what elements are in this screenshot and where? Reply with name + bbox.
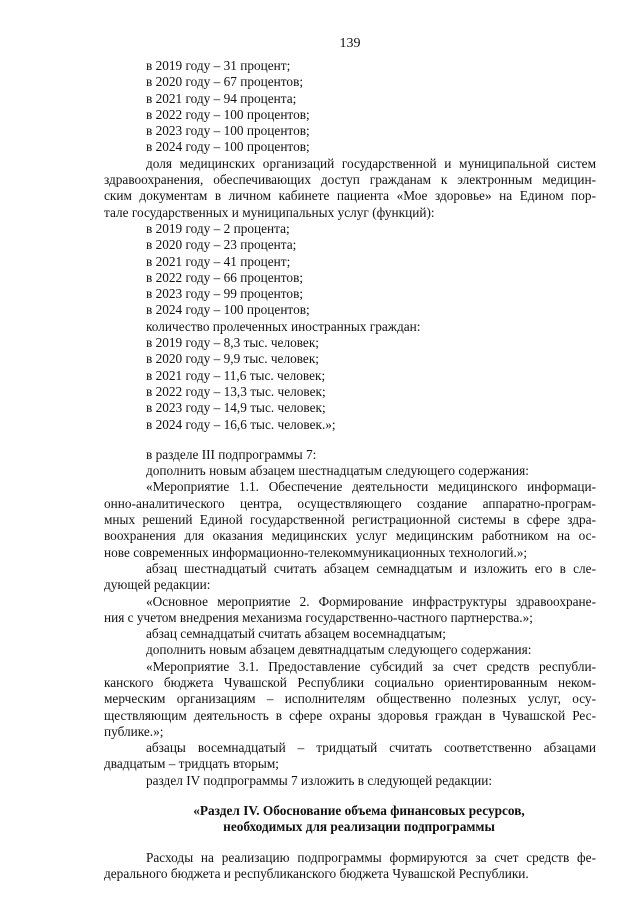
text-line: публике.»; bbox=[104, 723, 164, 739]
text-line: воохранения для оказания медицинских услуг медицинским работником на ос- bbox=[104, 528, 596, 544]
text-line: «Мероприятие 3.1. Предоставление субсидий за счет средств республи- bbox=[146, 658, 596, 674]
text-line: в 2023 году – 14,9 тыс. человек; bbox=[146, 400, 326, 416]
section-heading-line: «Раздел IV. Обоснование объема финансовых ресурсов, bbox=[193, 803, 525, 819]
text-line: ния с учетом внедрения механизма государственно-частного партнерства.»; bbox=[104, 609, 533, 625]
text-line: в 2022 году – 100 процентов; bbox=[146, 106, 310, 122]
text-line: в 2022 году – 13,3 тыс. человек; bbox=[146, 383, 326, 399]
text-line: количество пролеченных иностранных граждан: bbox=[146, 318, 421, 334]
text-line: дующей редакции: bbox=[104, 577, 211, 593]
text-line: в 2023 году – 99 процентов; bbox=[146, 286, 304, 302]
text-line: в 2021 году – 94 процента; bbox=[146, 90, 297, 106]
text-line: онно-аналитического центра, осуществляющего создание аппаратно-програм- bbox=[104, 495, 596, 511]
text-line: «Мероприятие 1.1. Обеспечение деятельности медицинского информаци- bbox=[146, 479, 596, 495]
text-line: абзац шестнадцатый считать абзацем семнадцатым и изложить его в сле- bbox=[146, 560, 596, 576]
text-line: абзац семнадцатый считать абзацем восемнадцатым; bbox=[146, 626, 446, 642]
text-line: в 2024 году – 16,6 тыс. человек.»; bbox=[146, 416, 336, 432]
text-line: дополнить новым абзацем девятнадцатым следующего содержания: bbox=[146, 642, 532, 658]
text-line: в 2019 году – 8,3 тыс. человек; bbox=[146, 335, 319, 351]
paragraph-gap bbox=[104, 836, 596, 850]
text-line: в 2023 году – 100 процентов; bbox=[146, 123, 310, 139]
text-line: в 2020 году – 9,9 тыс. человек; bbox=[146, 351, 319, 367]
text-line: в 2021 году – 11,6 тыс. человек; bbox=[146, 367, 326, 383]
text-line: в 2022 году – 66 процентов; bbox=[146, 269, 304, 285]
text-line: в 2021 году – 41 процент; bbox=[146, 253, 291, 269]
text-line: в 2024 году – 100 процентов; bbox=[146, 302, 310, 318]
text-line: в 2019 году – 2 процента; bbox=[146, 220, 290, 236]
text-line: двадцатым – тридцать вторым; bbox=[104, 756, 279, 772]
text-line: дополнить новым абзацем шестнадцатым следующего содержания: bbox=[146, 463, 529, 479]
paragraph-gap bbox=[104, 433, 596, 447]
text-line: здравоохранения, обеспечивающих доступ гражданам к электронным медицин- bbox=[104, 172, 596, 188]
paragraph-gap bbox=[104, 789, 596, 803]
text-line: «Основное мероприятие 2. Формирование инфраструктуры здравоохране- bbox=[146, 593, 596, 609]
page-number: 139 bbox=[339, 36, 361, 51]
text-line: тале государственных и муниципальных услуг (функций): bbox=[104, 204, 435, 220]
text-line: абзацы восемнадцатый – тридцатый считать соответственно абзацами bbox=[146, 740, 596, 756]
text-line: в 2020 году – 23 процента; bbox=[146, 237, 297, 253]
text-line: в 2019 году – 31 процент; bbox=[146, 58, 291, 73]
text-line: нове современных информационно-телекоммуникационных технологий.»; bbox=[104, 544, 528, 560]
text-line: ществляющим деятельность в сфере охраны здоровья граждан в Чувашской Рес- bbox=[104, 707, 596, 723]
text-line: мных решений Единой государственной регистрационной системы в сфере здра- bbox=[104, 512, 596, 528]
text-line: в разделе III подпрограммы 7: bbox=[146, 446, 317, 462]
text-line: дерального бюджета и республиканского бюджета Чувашской Республики. bbox=[104, 865, 529, 881]
text-line: ским документам в личном кабинете пациента «Мое здоровье» на Едином пор- bbox=[104, 188, 596, 204]
text-line: в 2020 году – 67 процентов; bbox=[146, 74, 304, 90]
text-line: канского бюджета Чувашской Республики социально ориентированным неком- bbox=[104, 674, 596, 690]
text-line: в 2024 году – 100 процентов; bbox=[146, 139, 310, 155]
text-line: мерческим организациям – исполнителям общественно полезных услуг, осу- bbox=[104, 691, 596, 707]
text-line: Расходы на реализацию подпрограммы формируются за счет средств фе- bbox=[146, 849, 596, 865]
document-body bbox=[104, 58, 596, 882]
text-line: доля медицинских организаций государственной и муниципальной систем bbox=[146, 155, 596, 171]
section-heading-line: необходимых для реализации подпрограммы bbox=[223, 819, 495, 835]
text-line: раздел IV подпрограммы 7 изложить в следующей редакции: bbox=[146, 772, 493, 788]
